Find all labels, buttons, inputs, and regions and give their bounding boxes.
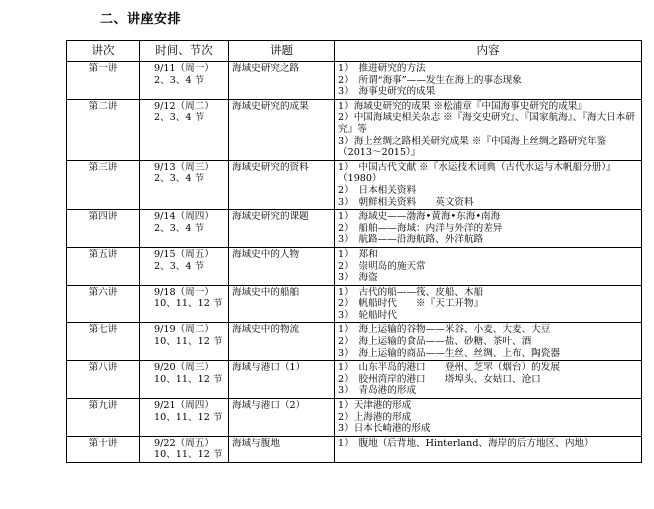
time-cell (140, 323, 229, 361)
content-item: 1） 海域史——渤海•黄海•东海•南海 (338, 211, 501, 223)
content-item: 1） 中国古代文献 ※『水运技术词典（古代水运与木帆船分册）』（1980） (338, 161, 616, 185)
lecture-date: 9/11（周一） (154, 63, 214, 74)
table-row (67, 436, 642, 462)
table-header-row (67, 41, 642, 62)
header-lecture: 讲次 (67, 41, 140, 62)
content-item: 3） 航路——沿海航路、外洋航路 (338, 234, 484, 246)
lecture-date: 9/15（周五） (154, 248, 214, 260)
lecture-periods: 2、3、4 节 (154, 222, 205, 234)
content-cell (335, 399, 642, 437)
time-cell (140, 210, 229, 248)
lecture-date: 9/13（周三） (154, 161, 214, 173)
content-item: 3） 青岛港的形成 (338, 385, 417, 397)
topic-cell (229, 62, 335, 100)
lecture-topic: 海域与腹地 (232, 437, 280, 449)
lecture-date: 9/19（周二） (154, 324, 214, 336)
content-item: 3）日本长崎港的形成 (338, 423, 431, 435)
lecture-periods: 10、11、12 节 (154, 373, 223, 385)
content-item: 3） 朝鲜相关资料 英文资料 (338, 196, 474, 208)
lecture-topic: 海域史中的物流 (232, 324, 300, 336)
content-item: 2） 胶州湾岸的港口 塔埠头、女姑口、沧口 (338, 373, 541, 385)
content-item: 3）海上丝绸之路相关研究成果 ※『中国海上丝绸之路研究年鉴（2013～2015）』 (338, 135, 607, 159)
lecture-number-cell (67, 210, 140, 248)
lecture-number-cell (67, 99, 140, 160)
table-row (67, 323, 642, 361)
content-item: 3） 海盗 (338, 272, 378, 284)
lecture-topic: 海域史研究的资料 (232, 161, 309, 173)
section-heading: 二、讲座安排 (100, 12, 182, 27)
lecture-periods: 10、11、12 节 (154, 336, 223, 348)
content-item: 2） 所谓“海事”——发生在海上的事态现象 (338, 74, 522, 86)
lecture-number: 第八讲 (88, 362, 118, 374)
content-cell (335, 323, 642, 361)
content-item: 2） 海上运输的食品——盐、砂糖、茶叶、酒 (338, 336, 532, 348)
lecture-number: 第五讲 (88, 248, 118, 260)
content-item: 2） 日本相关资料 (338, 184, 417, 196)
lecture-periods: 2、3、4 节 (154, 260, 205, 272)
lecture-number: 第十讲 (88, 437, 118, 449)
topic-cell (229, 210, 335, 248)
lecture-date: 9/14（周四） (154, 211, 214, 223)
content-cell (335, 436, 642, 462)
lecture-periods: 2、3、4 节 (154, 173, 205, 185)
table-row (67, 99, 642, 160)
time-cell (140, 436, 229, 462)
lecture-date: 9/20（周三） (154, 362, 214, 374)
lecture-number: 第二讲 (88, 100, 118, 112)
content-item: 3） 海事史研究的成果 (338, 86, 436, 98)
content-item: 1） 古代的船——筏、皮船、木船 (338, 286, 484, 298)
table-row (67, 247, 642, 285)
topic-cell (229, 399, 335, 437)
content-item: 1） 腹地（后背地、Hinterland、海岸的后方地区、内地） (338, 437, 594, 449)
table-row (67, 210, 642, 248)
time-cell (140, 62, 229, 100)
topic-cell (229, 323, 335, 361)
lecture-number-cell (67, 361, 140, 399)
content-item: 1）天津港的形成 (338, 400, 412, 412)
header-topic: 讲题 (229, 41, 335, 62)
lecture-schedule-table (66, 40, 642, 463)
content-item: 1） 郑和 (338, 248, 378, 260)
lecture-number-cell (67, 436, 140, 462)
lecture-number-cell (67, 62, 140, 100)
content-cell (335, 62, 642, 100)
lecture-number: 第三讲 (88, 161, 118, 173)
topic-cell (229, 160, 335, 209)
time-cell (140, 99, 229, 160)
lecture-number-cell (67, 399, 140, 437)
content-item: 2） 崇明岛的施天常 (338, 260, 426, 272)
topic-cell (229, 247, 335, 285)
table-row (67, 399, 642, 437)
content-cell (335, 99, 642, 160)
time-cell (140, 285, 229, 323)
lecture-topic: 海域与港口（1） (232, 362, 306, 374)
lecture-date: 9/21（周四） (154, 400, 214, 412)
lecture-number-cell (67, 160, 140, 209)
topic-cell (229, 285, 335, 323)
content-cell (335, 361, 642, 399)
lecture-number-cell (67, 323, 140, 361)
lecture-date: 9/18（周一） (154, 286, 214, 298)
content-item: 1） 海上运输的谷物——米谷、小麦、大麦、大豆 (338, 324, 551, 336)
lecture-number-cell (67, 247, 140, 285)
lecture-date: 9/22（周五） (154, 437, 214, 449)
table-row (67, 160, 642, 209)
lecture-periods: 2、3、4 节 (154, 74, 205, 86)
lecture-number: 第四讲 (88, 211, 118, 223)
content-cell (335, 210, 642, 248)
lecture-periods: 2、3、4 节 (154, 112, 205, 124)
lecture-periods: 10、11、12 节 (154, 298, 223, 310)
table-row (67, 285, 642, 323)
header-content: 内容 (335, 41, 642, 62)
content-item: 2） 帆船时代 ※『天工开物』 (338, 298, 484, 310)
lecture-periods: 10、11、12 节 (154, 411, 223, 423)
lecture-topic: 海域史研究之路 (232, 63, 300, 74)
content-cell (335, 160, 642, 209)
time-cell (140, 399, 229, 437)
content-item: 2）上海港的形成 (338, 411, 412, 423)
content-item: 3） 轮船时代 (338, 309, 397, 321)
lecture-number: 第九讲 (88, 400, 118, 412)
lecture-number: 第七讲 (88, 324, 118, 336)
time-cell (140, 361, 229, 399)
topic-cell (229, 436, 335, 462)
lecture-topic: 海域史研究的成果 (232, 100, 309, 112)
time-cell (140, 160, 229, 209)
lecture-topic: 海域与港口（2） (232, 400, 306, 412)
lecture-number-cell (67, 285, 140, 323)
lecture-date: 9/12（周二） (154, 100, 214, 112)
table-row (67, 361, 642, 399)
content-cell (335, 247, 642, 285)
content-item: 1） 推进研究的方法 (338, 63, 426, 74)
content-item: 1） 山东半岛的港口 登州、芝罘（烟台）的发展 (338, 362, 560, 374)
topic-cell (229, 99, 335, 160)
lecture-topic: 海域史研究的课题 (232, 211, 309, 223)
content-item: 3） 海上运输的商品——生丝、丝绸、上布、陶瓷器 (338, 347, 560, 359)
topic-cell (229, 361, 335, 399)
lecture-number: 第一讲 (88, 63, 118, 74)
content-item: 1）海域史研究的成果 ※松浦章『中国海事史研究的成果』 (338, 100, 587, 112)
lecture-number: 第六讲 (88, 286, 118, 298)
lecture-topic: 海域史中的船舶 (232, 286, 300, 298)
time-cell (140, 247, 229, 285)
lecture-periods: 10、11、12 节 (154, 449, 223, 461)
table-row (67, 62, 642, 100)
content-item: 2） 船舶——海域：内洋与外洋的差异 (338, 222, 503, 234)
lecture-topic: 海域史中的人物 (232, 248, 300, 260)
header-time: 时间、节次 (140, 41, 229, 62)
content-item: 2）中国海域史相关杂志 ※『海交史研究』、『国家航海』、『海大日本研究』等 (338, 112, 635, 135)
content-cell (335, 285, 642, 323)
